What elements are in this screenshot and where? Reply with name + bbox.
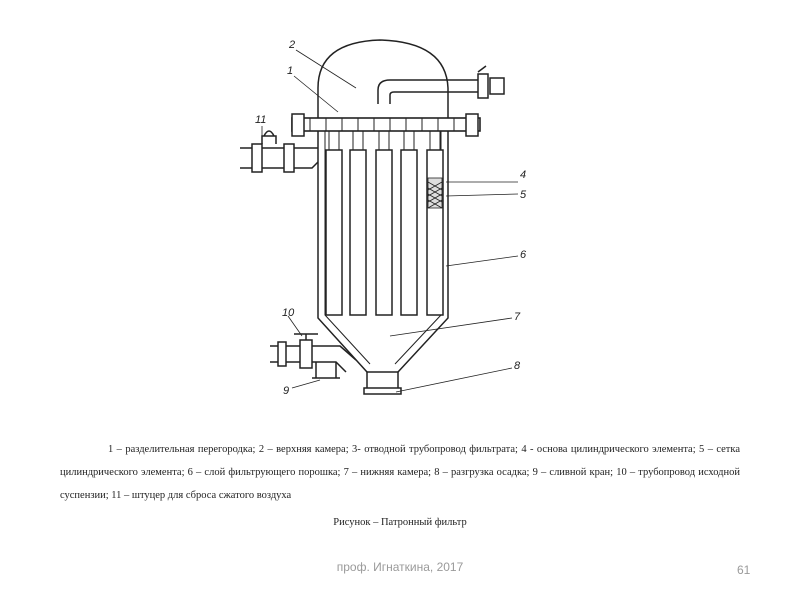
label-5: 5 — [520, 189, 527, 201]
sludge-discharge-flange — [364, 388, 401, 394]
filter-cartridges — [326, 131, 443, 315]
footer-author: проф. Игнаткина, 2017 — [336, 560, 464, 574]
label-8: 8 — [514, 360, 521, 372]
cartridge-mesh-detail — [428, 178, 442, 208]
cartridge — [350, 150, 366, 315]
inlet-valve — [300, 340, 312, 368]
label-6: 6 — [520, 249, 527, 261]
air-vent-cap — [262, 131, 276, 144]
drain-valve — [312, 362, 340, 378]
label-2: 2 — [289, 39, 296, 51]
outlet-flange — [490, 78, 504, 94]
label-10: 10 — [282, 307, 295, 319]
flange-left — [292, 114, 304, 136]
label-11: 11 — [255, 114, 267, 126]
cartridge — [376, 150, 392, 315]
cartridge — [401, 150, 417, 315]
cartridge — [427, 150, 443, 315]
outlet-valve — [478, 74, 488, 98]
figure-title: Рисунок – Патронный фильтр — [333, 517, 467, 528]
label-9: 9 — [283, 385, 290, 397]
legend-text: 1 – разделительная перегородка; 2 – верхняя камера; 3- отводной трубопровод фильтрата; 4 - основа цилиндрического элемента; 5 – сетка цилиндрического элемента; 6 – слой фильтрующего порошка; 7 – нижняя камера; 8 – разгрузка осадка; 9 – сливной кран; 10 – трубопровод исходной суспензии; 11 – штуцер для сброса сжатого воздуха — [60, 444, 740, 501]
flange-right — [466, 114, 478, 136]
inlet-valve-handle — [294, 334, 318, 340]
filtrate-outlet-pipe — [378, 80, 478, 104]
cartridge — [326, 150, 342, 315]
page-number: 61 — [737, 563, 751, 577]
inlet-flange — [278, 342, 286, 366]
label-7: 7 — [514, 311, 521, 323]
air-vent-flange — [252, 144, 262, 172]
air-vent-flange-2 — [284, 144, 294, 172]
partition-plate — [292, 118, 480, 131]
label-4: 4 — [520, 169, 527, 181]
label-1: 1 — [287, 65, 294, 77]
